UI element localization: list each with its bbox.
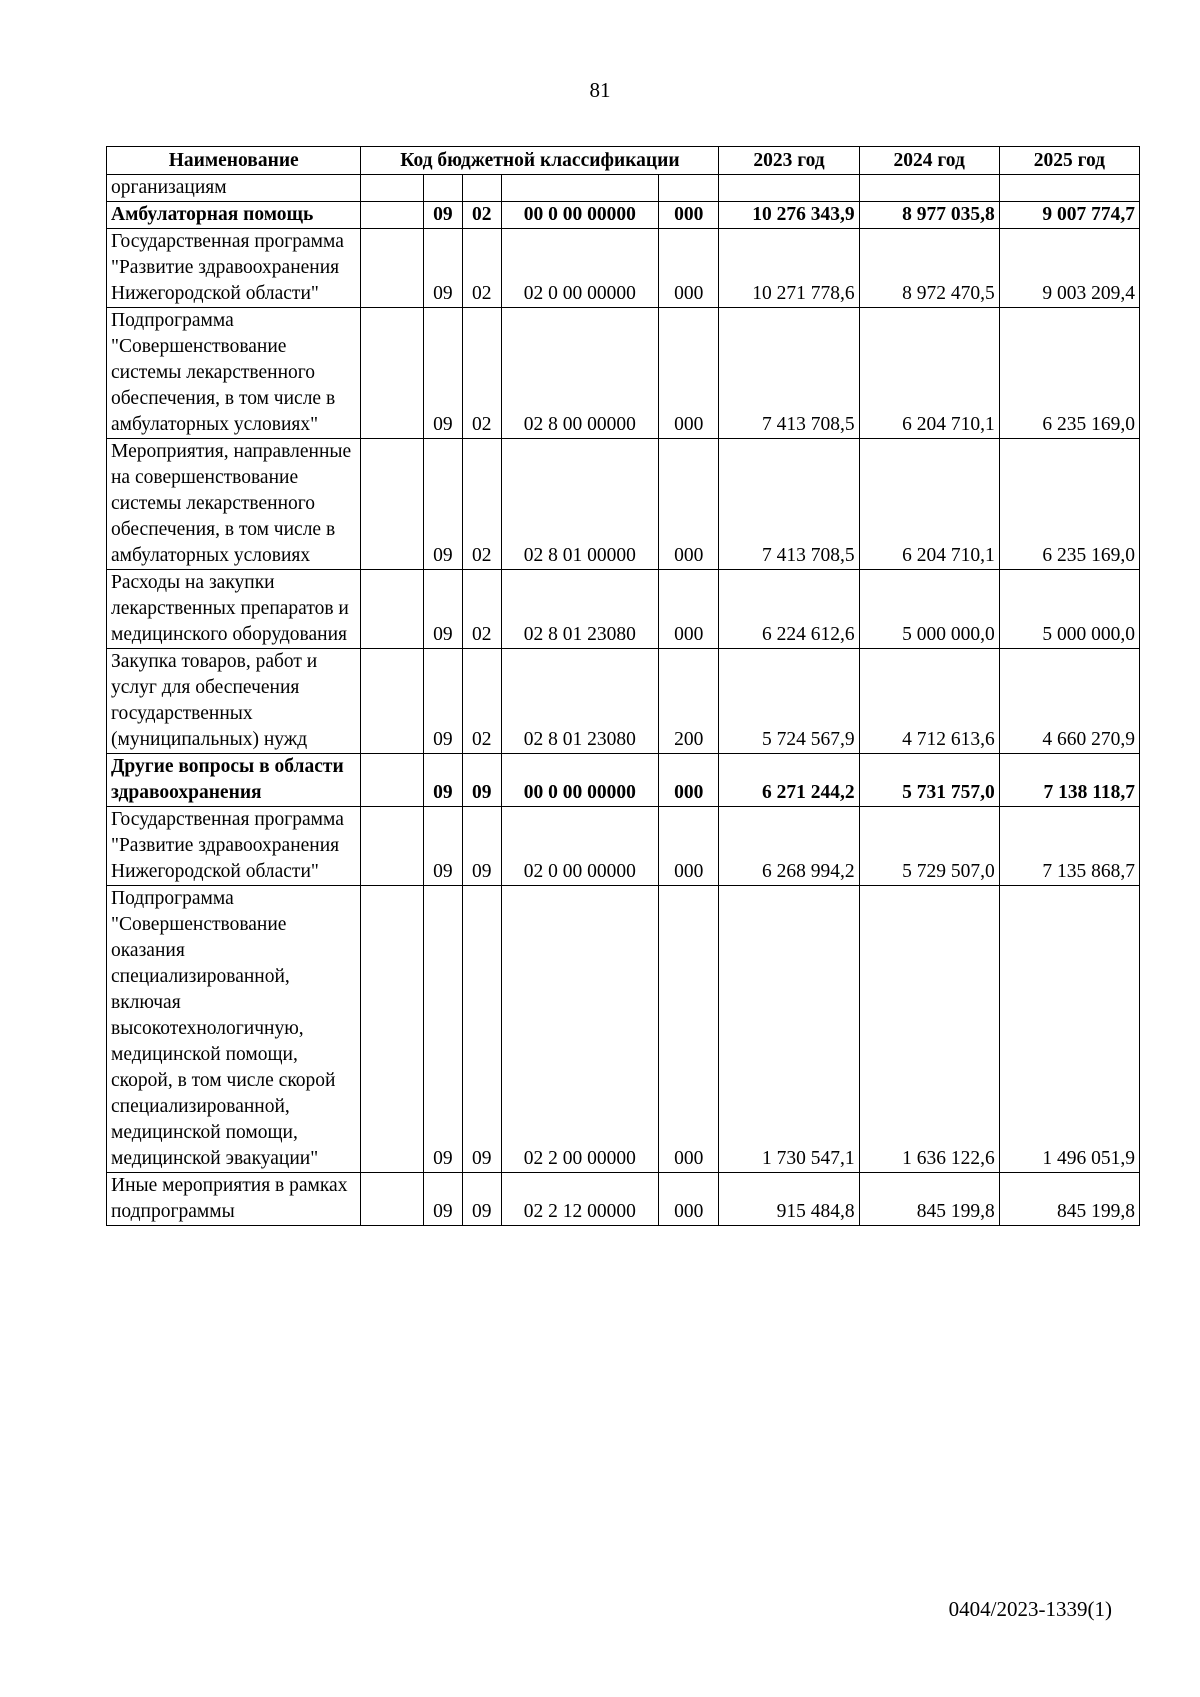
cell-2024: 5 729 507,0	[859, 807, 999, 886]
table-row	[107, 570, 1140, 649]
cell-2023: 7 413 708,5	[719, 439, 859, 570]
cell-empty	[361, 229, 424, 308]
table-row	[107, 649, 1140, 754]
cell-2023: 6 268 994,2	[719, 807, 859, 886]
document-id: 0404/2023-1339(1)	[948, 1597, 1112, 1621]
cell-2025: 5 000 000,0	[999, 570, 1139, 649]
cell-section: 09	[423, 807, 462, 886]
cell-target-article: 02 2 12 00000	[501, 1173, 658, 1226]
cell-2024: 1 636 122,6	[859, 886, 999, 1173]
header-row	[107, 147, 1140, 175]
table-row	[107, 229, 1140, 308]
cell-name: Расходы на закупки лекарственных препаратов и медицинского оборудования	[107, 570, 361, 649]
cell-2025: 6 235 169,0	[999, 308, 1139, 439]
cell-target-article: 00 0 00 00000	[501, 202, 658, 229]
cell-expense-type: 000	[659, 570, 719, 649]
cell-subsection: 09	[462, 807, 501, 886]
table-row	[107, 807, 1140, 886]
cell-name: организациям	[107, 175, 361, 202]
cell-expense-type	[659, 175, 719, 202]
page-number: 81	[589, 78, 611, 102]
cell-target-article: 02 8 01 23080	[501, 649, 658, 754]
cell-target-article	[501, 175, 658, 202]
cell-name: Подпрограмма "Совершенствование оказания специализированной, включая высокотехнологичную, медицинской помощи, скорой, в том числе скорой специализированной, медицинской помощи, медицинской эвакуации"	[107, 886, 361, 1173]
table-row	[107, 175, 1140, 202]
cell-2023: 10 271 778,6	[719, 229, 859, 308]
cell-2023	[719, 175, 859, 202]
cell-2025: 1 496 051,9	[999, 886, 1139, 1173]
header-2023: 2023 год	[719, 147, 859, 175]
cell-target-article: 02 0 00 00000	[501, 229, 658, 308]
table-row	[107, 308, 1140, 439]
cell-expense-type: 000	[659, 754, 719, 807]
cell-target-article: 02 2 00 00000	[501, 886, 658, 1173]
table-row	[107, 202, 1140, 229]
cell-expense-type: 000	[659, 1173, 719, 1226]
header-2025: 2025 год	[999, 147, 1139, 175]
cell-target-article: 02 8 01 00000	[501, 439, 658, 570]
cell-2024: 845 199,8	[859, 1173, 999, 1226]
cell-subsection: 09	[462, 1173, 501, 1226]
cell-2023: 6 271 244,2	[719, 754, 859, 807]
header-2024: 2024 год	[859, 147, 999, 175]
cell-empty	[361, 754, 424, 807]
cell-expense-type: 000	[659, 202, 719, 229]
cell-empty	[361, 649, 424, 754]
cell-2025: 4 660 270,9	[999, 649, 1139, 754]
cell-expense-type: 000	[659, 807, 719, 886]
cell-subsection: 09	[462, 886, 501, 1173]
cell-expense-type: 000	[659, 308, 719, 439]
cell-name: Государственная программа "Развитие здравоохранения Нижегородской области"	[107, 229, 361, 308]
cell-section: 09	[423, 886, 462, 1173]
cell-empty	[361, 202, 424, 229]
cell-expense-type: 000	[659, 439, 719, 570]
cell-target-article: 02 8 01 23080	[501, 570, 658, 649]
header-code: Код бюджетной классификации	[361, 147, 719, 175]
cell-target-article: 02 8 00 00000	[501, 308, 658, 439]
table-row	[107, 439, 1140, 570]
cell-name: Закупка товаров, работ и услуг для обеспечения государственных (муниципальных) нужд	[107, 649, 361, 754]
cell-2025: 9 007 774,7	[999, 202, 1139, 229]
cell-subsection: 02	[462, 308, 501, 439]
cell-2024: 5 000 000,0	[859, 570, 999, 649]
cell-subsection	[462, 175, 501, 202]
cell-section: 09	[423, 649, 462, 754]
cell-2024: 6 204 710,1	[859, 439, 999, 570]
cell-section: 09	[423, 202, 462, 229]
cell-2023: 6 224 612,6	[719, 570, 859, 649]
cell-section: 09	[423, 1173, 462, 1226]
cell-2023: 5 724 567,9	[719, 649, 859, 754]
header-name: Наименование	[107, 147, 361, 175]
cell-2025: 7 135 868,7	[999, 807, 1139, 886]
cell-empty	[361, 807, 424, 886]
cell-2025: 845 199,8	[999, 1173, 1139, 1226]
cell-name: Другие вопросы в области здравоохранения	[107, 754, 361, 807]
cell-2024: 5 731 757,0	[859, 754, 999, 807]
cell-name: Амбулаторная помощь	[107, 202, 361, 229]
cell-2023: 7 413 708,5	[719, 308, 859, 439]
cell-empty	[361, 308, 424, 439]
cell-section: 09	[423, 439, 462, 570]
cell-2023: 915 484,8	[719, 1173, 859, 1226]
cell-2023: 10 276 343,9	[719, 202, 859, 229]
cell-name: Государственная программа "Развитие здравоохранения Нижегородской области"	[107, 807, 361, 886]
cell-subsection: 09	[462, 754, 501, 807]
cell-subsection: 02	[462, 439, 501, 570]
cell-name: Мероприятия, направленные на совершенствование системы лекарственного обеспечения, в том числе в амбулаторных условиях	[107, 439, 361, 570]
cell-2024: 6 204 710,1	[859, 308, 999, 439]
cell-section: 09	[423, 570, 462, 649]
cell-2024: 8 972 470,5	[859, 229, 999, 308]
cell-2024: 8 977 035,8	[859, 202, 999, 229]
cell-section: 09	[423, 754, 462, 807]
cell-2025: 9 003 209,4	[999, 229, 1139, 308]
table-row	[107, 1173, 1140, 1226]
cell-empty	[361, 175, 424, 202]
cell-empty	[361, 886, 424, 1173]
cell-target-article: 00 0 00 00000	[501, 754, 658, 807]
cell-subsection: 02	[462, 570, 501, 649]
cell-2024	[859, 175, 999, 202]
cell-empty	[361, 1173, 424, 1226]
cell-expense-type: 000	[659, 229, 719, 308]
cell-name: Подпрограмма "Совершенствование системы лекарственного обеспечения, в том числе в амбулаторных условиях"	[107, 308, 361, 439]
cell-2025: 7 138 118,7	[999, 754, 1139, 807]
cell-2025: 6 235 169,0	[999, 439, 1139, 570]
table-row	[107, 754, 1140, 807]
cell-2023: 1 730 547,1	[719, 886, 859, 1173]
table-row	[107, 886, 1140, 1173]
cell-2025	[999, 175, 1139, 202]
cell-section: 09	[423, 308, 462, 439]
cell-section: 09	[423, 229, 462, 308]
budget-table	[106, 146, 1140, 1226]
cell-empty	[361, 570, 424, 649]
cell-empty	[361, 439, 424, 570]
cell-subsection: 02	[462, 229, 501, 308]
cell-subsection: 02	[462, 649, 501, 754]
cell-section	[423, 175, 462, 202]
cell-target-article: 02 0 00 00000	[501, 807, 658, 886]
cell-subsection: 02	[462, 202, 501, 229]
cell-2024: 4 712 613,6	[859, 649, 999, 754]
cell-expense-type: 000	[659, 886, 719, 1173]
cell-name: Иные мероприятия в рамках подпрограммы	[107, 1173, 361, 1226]
cell-expense-type: 200	[659, 649, 719, 754]
